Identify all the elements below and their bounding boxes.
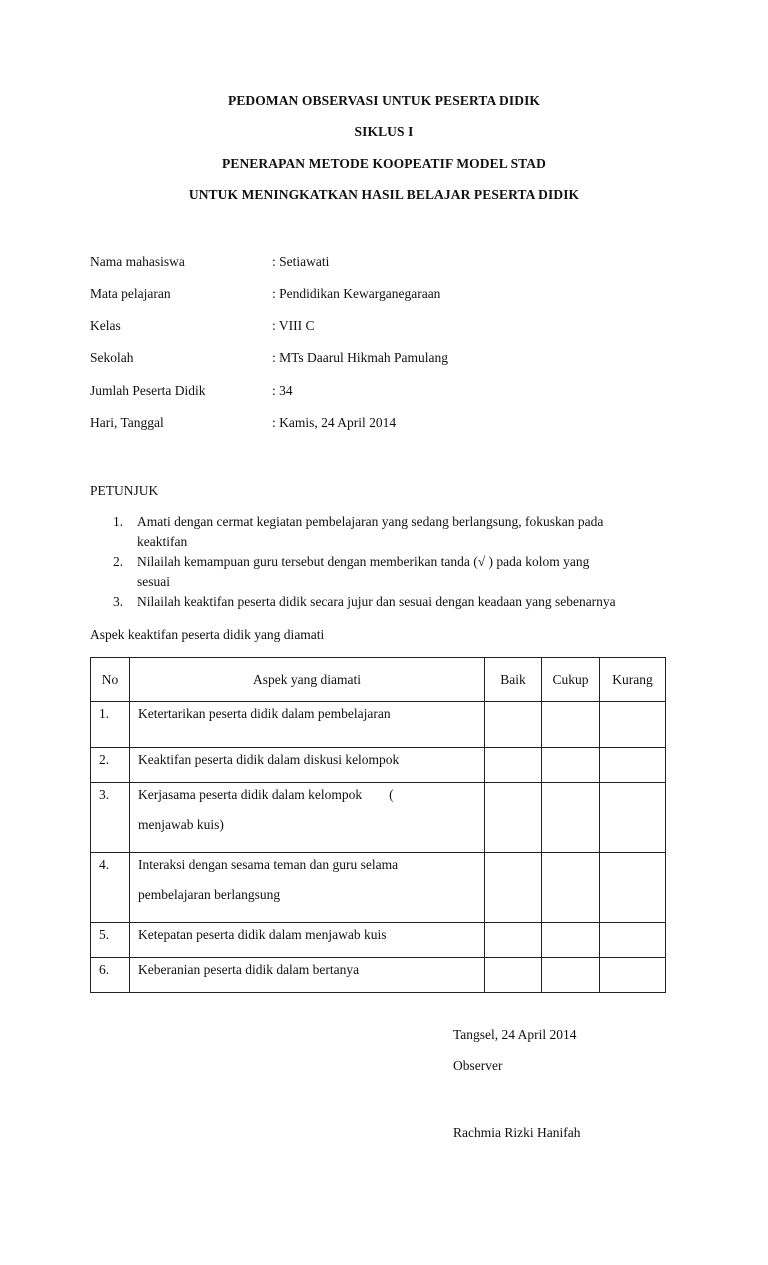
info-value: : VIII C <box>272 318 315 333</box>
info-value: : Kamis, 24 April 2014 <box>272 415 397 430</box>
info-label: Hari, Tanggal <box>90 415 164 430</box>
instruction-text: Nilailah kemampuan guru tersebut dengan memberikan tanda (√ ) pada kolom yang <box>137 554 590 569</box>
cell-baik[interactable] <box>485 748 542 783</box>
cell-kurang[interactable] <box>600 923 666 958</box>
cell-baik[interactable] <box>485 702 542 748</box>
signature-role: Observer <box>453 1058 503 1073</box>
observation-table <box>90 657 666 993</box>
info-label: Nama mahasiswa <box>90 254 185 269</box>
instruction-text-cont: sesuai <box>137 574 170 589</box>
cell-baik[interactable] <box>485 783 542 853</box>
row-aspek <box>130 783 485 853</box>
info-value: : MTs Daarul Hikmah Pamulang <box>272 350 449 365</box>
info-value: : 34 <box>272 383 293 398</box>
cell-baik[interactable] <box>485 853 542 923</box>
signature-name: Rachmia Rizki Hanifah <box>453 1125 581 1140</box>
cell-baik[interactable] <box>485 958 542 993</box>
info-label: Mata pelajaran <box>90 286 171 301</box>
title-line-4: UNTUK MENINGKATKAN HASIL BELAJAR PESERTA DIDIK <box>188 187 580 202</box>
title-line-2: SIKLUS I <box>354 124 414 139</box>
title-line-3: PENERAPAN METODE KOOPEATIF MODEL STAD <box>222 156 546 171</box>
header-baik: Baik <box>485 658 542 702</box>
table-row <box>91 923 666 958</box>
cell-cukup[interactable] <box>542 923 600 958</box>
info-row-mapel <box>90 286 690 304</box>
row-number: 3. <box>91 783 130 853</box>
row-aspek-line-2: menjawab kuis) <box>138 817 224 832</box>
instruction-text: Nilailah keaktifan peserta didik secara jujur dan sesuai dengan keadaan yang sebenarnya <box>137 594 616 609</box>
title-line-1: PEDOMAN OBSERVASI UNTUK PESERTA DIDIK <box>227 93 541 108</box>
row-aspek-line: Kerjasama peserta didik dalam kelompok ( <box>138 787 394 802</box>
info-value: : Setiawati <box>272 254 330 269</box>
row-aspek-line-2: pembelajaran berlangsung <box>138 887 281 902</box>
table-row <box>91 748 666 783</box>
header-cukup: Cukup <box>542 658 600 702</box>
info-label: Jumlah Peserta Didik <box>90 383 206 398</box>
instruction-text-cont: keaktifan <box>137 534 188 549</box>
cell-cukup[interactable] <box>542 702 600 748</box>
info-value: : Pendidikan Kewarganegaraan <box>272 286 441 301</box>
cell-kurang[interactable] <box>600 853 666 923</box>
row-aspek-line: Interaksi dengan sesama teman dan guru selama <box>138 857 399 872</box>
cell-baik[interactable] <box>485 923 542 958</box>
info-row-kelas <box>90 318 690 336</box>
table-row <box>91 783 666 853</box>
info-label: Sekolah <box>90 350 134 365</box>
table-header-row <box>91 658 666 702</box>
cell-kurang[interactable] <box>600 783 666 853</box>
info-row-sekolah <box>90 350 690 368</box>
cell-cukup[interactable] <box>542 958 600 993</box>
info-row-jumlah <box>90 383 690 401</box>
row-number: 4. <box>91 853 130 923</box>
row-aspek: Keberanian peserta didik dalam bertanya <box>130 958 485 993</box>
cell-kurang[interactable] <box>600 958 666 993</box>
header-kurang: Kurang <box>600 658 666 702</box>
aspek-caption: Aspek keaktifan peserta didik yang diamati <box>90 627 325 642</box>
petunjuk-title: PETUNJUK <box>90 483 159 498</box>
instruction-number: 2. <box>113 554 124 569</box>
cell-cukup[interactable] <box>542 748 600 783</box>
row-number: 5. <box>91 923 130 958</box>
table-row <box>91 853 666 923</box>
info-row-nama <box>90 254 690 272</box>
cell-cukup[interactable] <box>542 783 600 853</box>
table-row <box>91 702 666 748</box>
info-label: Kelas <box>90 318 121 333</box>
row-number: 2. <box>91 748 130 783</box>
info-row-tanggal <box>90 415 690 433</box>
instruction-number: 3. <box>113 594 124 609</box>
table-row <box>91 958 666 993</box>
row-aspek: Ketepatan peserta didik dalam menjawab kuis <box>130 923 485 958</box>
header-no: No <box>91 658 130 702</box>
row-number: 6. <box>91 958 130 993</box>
header-aspek: Aspek yang diamati <box>130 658 485 702</box>
row-aspek: Ketertarikan peserta didik dalam pembelajaran <box>130 702 485 748</box>
row-number: 1. <box>91 702 130 748</box>
row-aspek <box>130 853 485 923</box>
instruction-number: 1. <box>113 514 124 529</box>
cell-cukup[interactable] <box>542 853 600 923</box>
cell-kurang[interactable] <box>600 748 666 783</box>
instruction-text: Amati dengan cermat kegiatan pembelajaran yang sedang berlangsung, fokuskan pada <box>137 514 604 529</box>
cell-kurang[interactable] <box>600 702 666 748</box>
signature-place-date: Tangsel, 24 April 2014 <box>453 1027 577 1042</box>
row-aspek: Keaktifan peserta didik dalam diskusi kelompok <box>130 748 485 783</box>
